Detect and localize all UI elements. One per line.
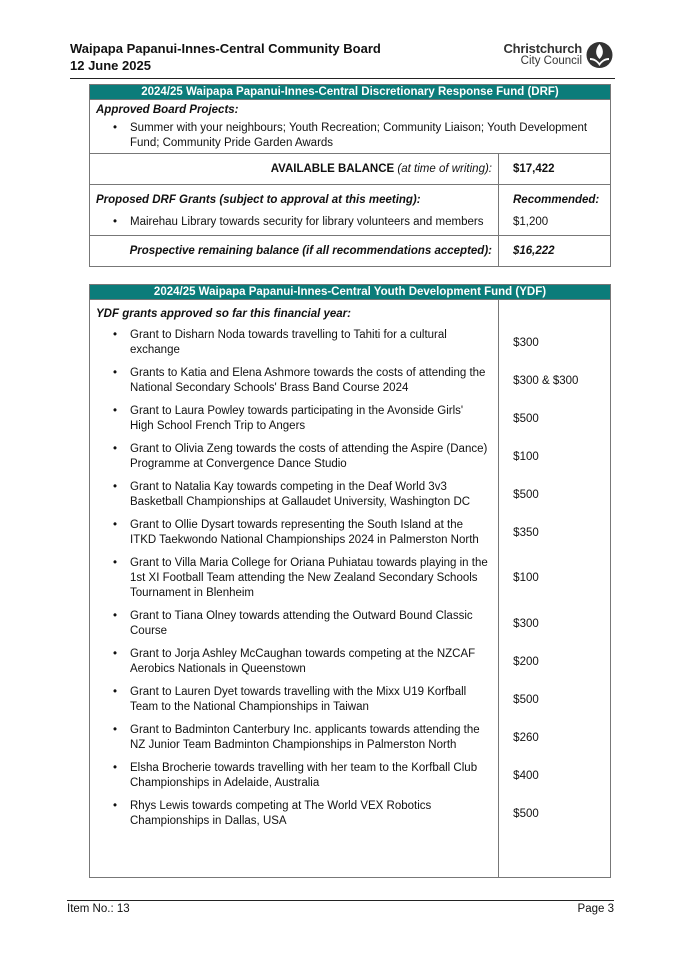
ydf-grants-cell xyxy=(90,300,499,878)
ydf-grant-item xyxy=(96,685,492,723)
ydf-grant-text-line: Team to the National Championships in Taiwan xyxy=(130,701,369,713)
drf-prospective-label: Prospective remaining balance (if all recommendations accepted): xyxy=(90,236,499,267)
ydf-grant-text-line: NZ Junior Team Badminton Championships in Palmerston North xyxy=(130,739,457,751)
ydf-heading: YDF grants approved so far this financial year: xyxy=(96,308,351,320)
drf-proposed-item: • Mairehau Library towards security for library volunteers and members xyxy=(96,215,492,230)
ydf-grant-amount: $500 xyxy=(513,694,539,706)
ydf-amount-list xyxy=(513,328,604,837)
ydf-grant-text-line: • Grant to Lauren Dyet towards travelling with the Mixx U19 Korfball xyxy=(130,686,467,698)
item-number: Item No.: 13 xyxy=(67,903,130,915)
ydf-grant-text-line: Championships in Adelaide, Australia xyxy=(130,777,320,789)
drf-prospective-value: $16,222 xyxy=(499,236,611,267)
ydf-grant-text-line: • Grant to Jorja Ashley McCaughan towards competing at the NZCAF xyxy=(130,648,476,660)
ydf-grant-text-line: Programme at Convergence Dance Studio xyxy=(130,458,347,470)
board-name: Waipapa Papanui-Innes-Central Community Board xyxy=(70,41,381,56)
ydf-grant-text-line: • Grant to Olivia Zeng towards the costs of attending the Aspire (Dance) xyxy=(130,443,488,455)
ydf-grant-amount: $400 xyxy=(513,770,539,782)
ydf-grant-item xyxy=(96,799,492,837)
ydf-grant-amount: $500 xyxy=(513,413,539,425)
ydf-grant-item xyxy=(96,442,492,480)
ydf-grant-amount: $100 xyxy=(513,451,539,463)
ydf-grant-item xyxy=(96,761,492,799)
ydf-grant-text-line: • Grant to Villa Maria College for Oriana Puhiatau towards playing in the xyxy=(130,557,488,569)
drf-available-label: AVAILABLE BALANCE xyxy=(270,163,395,175)
ydf-grant-amount: $500 xyxy=(513,489,539,501)
ydf-grant-text-line: ITKD Taekwondo National Championships 2024 in Palmerston North xyxy=(130,534,479,546)
ydf-grant-amount: $500 xyxy=(513,808,539,820)
ydf-grant-text-line: 1st XI Football Team attending the New Zealand Secondary Schools xyxy=(130,572,478,584)
ydf-grant-item xyxy=(96,518,492,556)
drf-proposed-heading: Proposed DRF Grants (subject to approval at this meeting): xyxy=(96,194,421,206)
ydf-grant-text-line: • Grant to Natalia Kay towards competing in the Deaf World 3v3 xyxy=(130,481,447,493)
drf-recommended-cell xyxy=(499,185,611,236)
ydf-grant-amount: $260 xyxy=(513,732,539,744)
header-divider xyxy=(70,78,615,79)
logo-line2: City Council xyxy=(520,55,582,67)
ydf-grant-item xyxy=(96,609,492,647)
drf-table xyxy=(89,84,611,267)
logo-line1: Christchurch xyxy=(503,41,582,56)
ydf-grant-text-line: • Rhys Lewis towards competing at The World VEX Robotics xyxy=(130,800,432,812)
drf-proposed-amount: $1,200 xyxy=(513,216,549,228)
ydf-grant-item xyxy=(96,480,492,518)
page-number: Page 3 xyxy=(577,903,614,915)
drf-available-value: $17,422 xyxy=(499,154,611,185)
drf-approved-heading: Approved Board Projects: xyxy=(96,104,239,116)
ydf-grant-text-line: exchange xyxy=(130,344,180,356)
ydf-grant-text-line: • Grant to Laura Powley towards participating in the Avonside Girls' xyxy=(130,405,464,417)
ydf-grant-item xyxy=(96,328,492,366)
council-logo xyxy=(485,41,615,69)
ydf-amounts-cell xyxy=(499,300,611,878)
drf-available-label-cell xyxy=(90,154,499,185)
drf-approved-projects: • Summer with your neighbours; Youth Recreation; Community Liaison; Youth Development Fund; Community Pride Garden Awards xyxy=(96,121,604,151)
ydf-grant-amount: $300 xyxy=(513,337,539,349)
drf-available-note: (at time of writing): xyxy=(397,163,492,175)
ydf-grant-text-line: High School French Trip to Angers xyxy=(130,420,306,432)
ydf-grant-item xyxy=(96,723,492,761)
page-header xyxy=(70,41,615,77)
ydf-grant-amount: $300 xyxy=(513,618,539,630)
ydf-grant-amount: $300 & $300 xyxy=(513,375,579,387)
ydf-grant-text-line: Championships in Dallas, USA xyxy=(130,815,287,827)
ydf-grant-text-line: Tournament in Blenheim xyxy=(130,587,255,599)
drf-title: 2024/25 Waipapa Papanui-Innes-Central Discretionary Response Fund (DRF) xyxy=(90,85,611,100)
ydf-grant-text-line: Course xyxy=(130,625,168,637)
page-footer xyxy=(67,900,614,919)
ydf-grant-text-line: • Grant to Disharn Noda towards travelling to Tahiti for a cultural xyxy=(130,329,447,341)
ydf-grant-text-line: • Elsha Brocherie towards travelling with her team to the Korfball Club xyxy=(130,762,478,774)
ydf-grant-text-line: • Grants to Katia and Elena Ashmore towards the costs of attending the xyxy=(130,367,486,379)
drf-approved-cell xyxy=(90,100,611,154)
ydf-title: 2024/25 Waipapa Papanui-Innes-Central Youth Development Fund (YDF) xyxy=(90,285,611,300)
ydf-grant-amount: $100 xyxy=(513,572,539,584)
ydf-grant-text-line: Basketball Championships at Gallaudet University, Washington DC xyxy=(130,496,471,508)
ydf-grant-amount: $200 xyxy=(513,656,539,668)
ydf-grant-text-line: • Grant to Badminton Canterbury Inc. applicants towards attending the xyxy=(130,724,480,736)
ydf-grant-text-line: National Secondary Schools' Brass Band Course 2024 xyxy=(130,382,409,394)
ydf-grant-item xyxy=(96,556,492,609)
ydf-grant-text-line: • Grant to Ollie Dysart towards representing the South Island at the xyxy=(130,519,464,531)
ydf-grant-item xyxy=(96,647,492,685)
ydf-grant-text-line: Aerobics Nationals in Queenstown xyxy=(130,663,306,675)
drf-recommended-heading: Recommended: xyxy=(513,194,600,206)
ydf-grant-text-line: • Grant to Tiana Olney towards attending the Outward Bound Classic xyxy=(130,610,473,622)
drf-proposed-cell xyxy=(90,185,499,236)
ydf-grant-item xyxy=(96,366,492,404)
ydf-grant-item xyxy=(96,404,492,442)
ydf-table xyxy=(89,284,611,878)
meeting-date: 12 June 2025 xyxy=(70,58,151,73)
ydf-grant-list xyxy=(96,328,492,837)
council-leaf-icon xyxy=(586,41,613,69)
ydf-grant-amount: $350 xyxy=(513,527,539,539)
